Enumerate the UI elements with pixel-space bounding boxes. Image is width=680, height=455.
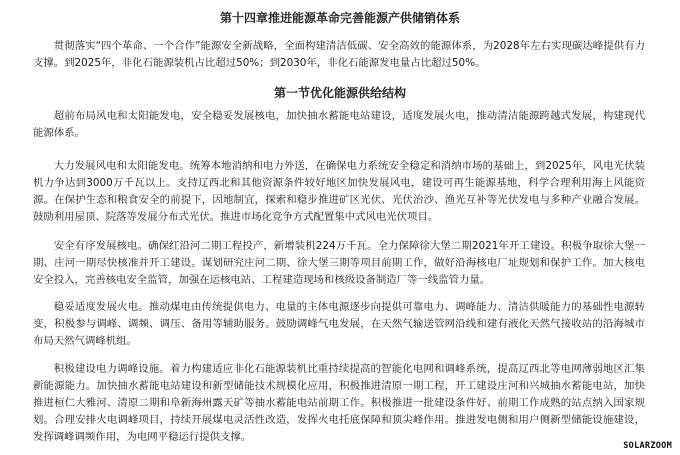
- watermark-logo: SOLARZOOM: [623, 441, 672, 451]
- section-title: 第一节优化能源供给结构: [273, 86, 406, 100]
- chapter-title: 第十四章推进能源革命完善能源产供储销体系: [219, 11, 460, 25]
- paragraph-overview: 超前布局风电和太阳能发电，安全稳妥发展核电，加快抽水蓄能电站建设，适度发展火电，推动清洁能源跨越式发展，构建现代能源体系。: [33, 110, 645, 139]
- paragraph-wind-solar: 大力发展风电和太阳能发电。统筹本地消纳和电力外送，在确保电力系统安全稳定和消纳市场的基础上，到2025年，风电光伏装机力争达到3000万千瓦以上。支持辽西北和其他资源条件较好地区加快发展风电，建设可再生能源基地，科学合理利用海上风能资源。在保护生态和粮食安全的前提下，因地制宜，探索和稳步推进矿区光伏、光伏治沙、渔光互补等光伏发电与多种产业融合发展。鼓励利用屋顶、院落等发展分布式光伏。推进市场化竞争方式配置集中式风电光伏项目。: [33, 160, 645, 223]
- intro-paragraph: 贯彻落实“四个革命、一个合作”能源安全新战略，全面构建清洁低碳、安全高效的能源体系，为2028年左右实现碳达峰提供有力支撑。到2025年，非化石能源装机占比超过50%；到2030年，非化石能源发电量占比超过50%。: [33, 40, 645, 69]
- paragraph-nuclear: 安全有序发展核电。确保红沿河二期工程投产，新增装机224万千瓦。全力保障徐大堡二期2021年开工建设。积极争取徐大堡一期、庄河一期尽快核准并开工建设。谋划研究庄河二期、徐大堡三期等项目前期工作，做好沿海核电厂址规划和保护工作。加大核电安全投入，完善核电安全监管，加强在运核电站、工程建造现场和核级设备制造厂等一线监管力量。: [33, 240, 645, 286]
- paragraph-thermal: 稳妥适度发展火电。推动煤电由传统提供电力、电量的主体电源逐步向提供可靠电力、调峰能力、清洁供暖能力的基础性电源转变，积极参与调峰、调频、调压、备用等辅助服务。鼓励调峰气电发展，在天然气输送管网沿线和建有液化天然气接收站的沿海城市布局天然气调峰机组。: [33, 301, 645, 347]
- paragraph-peak-regulation: 积极建设电力调峰设施。着力构建适应非化石能源装机比重持续提高的智能化电网和调峰系统，提高辽西北等电网薄弱地区汇集新能源能力。加快抽水蓄能电站建设和新型储能技术规模化应用，积极推进清原一期工程，开工建设庄河和兴城抽水蓄能电站，加快推进桓仁大雅河、清原二期和阜新海州露天矿等抽水蓄能电站前期工作。积极推进一批建设条件好、前期工作成熟的站点纳入国家规划。合理安排火电调峰项目，持续开展煤电灵活性改造，发挥火电托底保障和顶尖峰作用。推进发电侧和用户侧新型储能设施建设，发挥调峰调频作用，为电网平稳运行提供支撑。: [33, 363, 645, 443]
